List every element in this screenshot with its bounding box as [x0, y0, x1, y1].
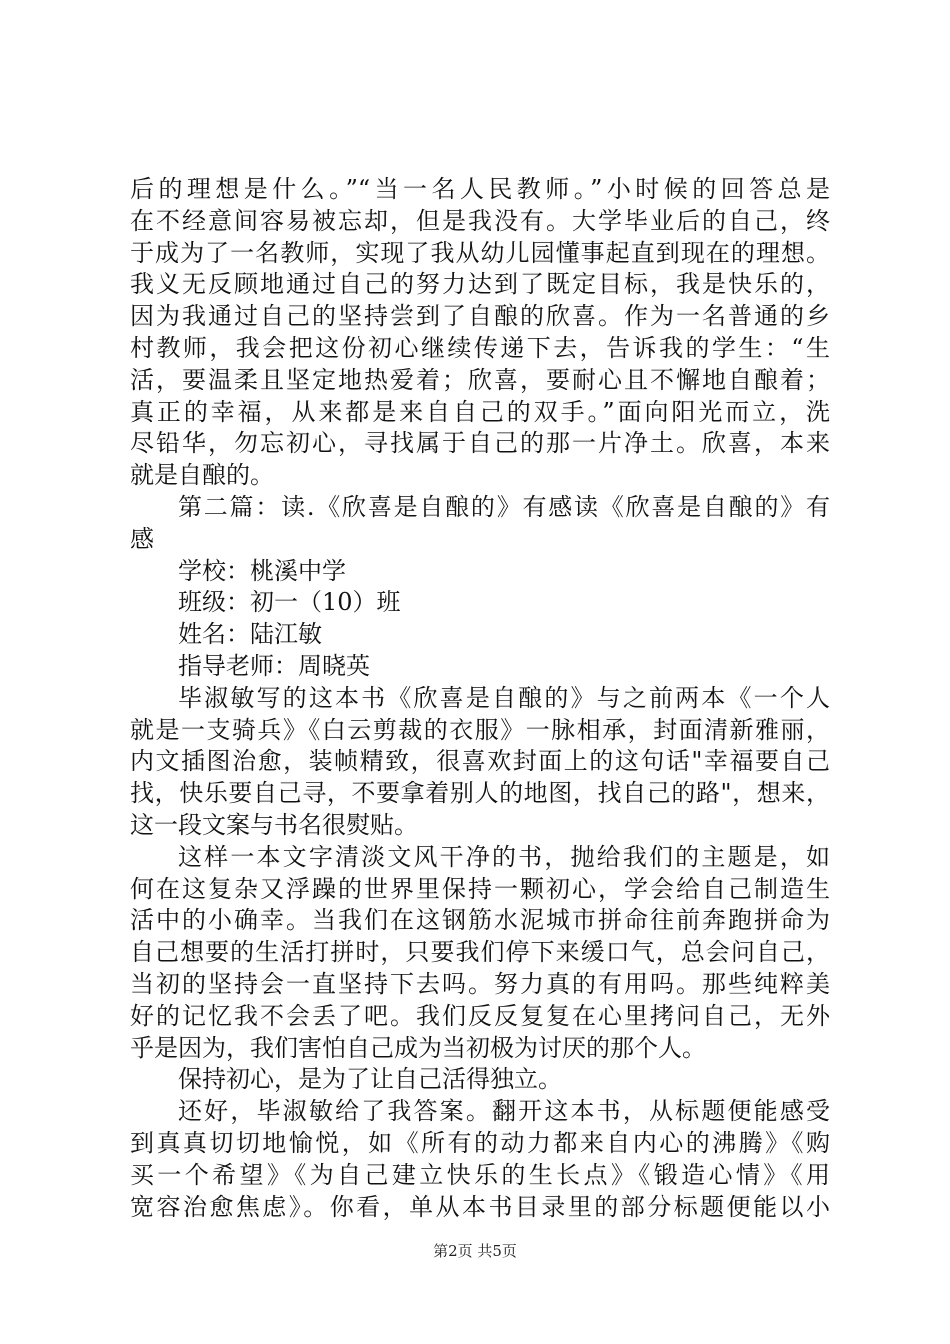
text-line: 还好，毕淑敏给了我答案。翻开这本书，从标题便能感受	[178, 1097, 830, 1126]
section-heading-continued: 感	[130, 524, 154, 553]
text-line: 好的记忆我不会丢了吧。我们反反复复在心里拷问自己，无外	[130, 1001, 830, 1030]
text-line: 宽容治愈焦虑》。你看，单从本书目录里的部分标题便能以小	[130, 1192, 830, 1221]
text-line: 到真真切切地愉悦，如《所有的动力都来自内心的沸腾》《购	[130, 1128, 830, 1157]
text-line: 我义无反顾地通过自己的努力达到了既定目标，我是快乐的，	[130, 270, 830, 299]
text-line: 就是一支骑兵》《白云剪裁的衣服》一脉相承，封面清新雅丽，	[130, 715, 830, 744]
name-field: 姓名：陆江敏	[178, 620, 322, 649]
text-line: 买一个希望》《为自己建立快乐的生长点》《锻造心情》《用	[130, 1160, 830, 1189]
page-footer: 第2页 共5页	[433, 1242, 517, 1260]
text-line: 保持初心，是为了让自己活得独立。	[178, 1065, 562, 1094]
text-line: 于成为了一名教师，实现了我从幼儿园懂事起直到现在的理想。	[130, 238, 830, 267]
section-heading: 第二篇：读.《欣喜是自酿的》有感读《欣喜是自酿的》有	[178, 492, 830, 521]
text-line: 这一段文案与书名很熨贴。	[130, 810, 418, 839]
text-line: 后的理想是什么。”“当一名人民教师。”小时候的回答总是	[130, 175, 830, 203]
text-line: 何在这复杂又浮躁的世界里保持一颗初心，学会给自己制造生	[130, 874, 830, 903]
text-line: 活中的小确幸。当我们在这钢筋水泥城市拼命往前奔跑拼命为	[130, 906, 830, 935]
text-line: 就是自酿的。	[130, 461, 274, 490]
text-line: 乎是因为，我们害怕自己成为当初极为讨厌的那个人。	[130, 1033, 706, 1062]
text-line: 真正的幸福，从来都是来自自己的双手。”面向阳光而立，洗	[130, 397, 830, 426]
teacher-field: 指导老师：周晓英	[178, 651, 370, 680]
text-line: 因为我通过自己的坚持尝到了自酿的欣喜。作为一名普通的乡	[130, 302, 830, 331]
text-line: 村教师，我会把这份初心继续传递下去，告诉我的学生：“生	[130, 333, 830, 362]
text-line: 这样一本文字清淡文风干净的书，抛给我们的主题是，如	[178, 842, 830, 871]
text-line: 尽铅华，勿忘初心，寻找属于自己的那一片净土。欣喜，本来	[130, 429, 830, 458]
document-body	[130, 174, 830, 1223]
text-line: 在不经意间容易被忘却，但是我没有。大学毕业后的自己，终	[130, 206, 830, 235]
text-line: 内文插图治愈，装帧精致，很喜欢封面上的这句话"幸福要自己	[130, 747, 830, 776]
school-field: 学校：桃溪中学	[178, 556, 346, 585]
text-line: 当初的坚持会一直坚持下去吗。努力真的有用吗。那些纯粹美	[130, 969, 830, 998]
text-line: 找，快乐要自己寻，不要拿着别人的地图，找自己的路"，想来，	[130, 779, 830, 808]
text-line: 毕淑敏写的这本书《欣喜是自酿的》与之前两本《一个人	[178, 683, 830, 712]
text-line: 活，要温柔且坚定地热爱着；欣喜，要耐心且不懈地自酿着；	[130, 365, 830, 394]
text-line: 自己想要的生活打拼时，只要我们停下来缓口气，总会问自己，	[130, 938, 830, 967]
class-field: 班级：初一（10）班	[178, 588, 401, 617]
